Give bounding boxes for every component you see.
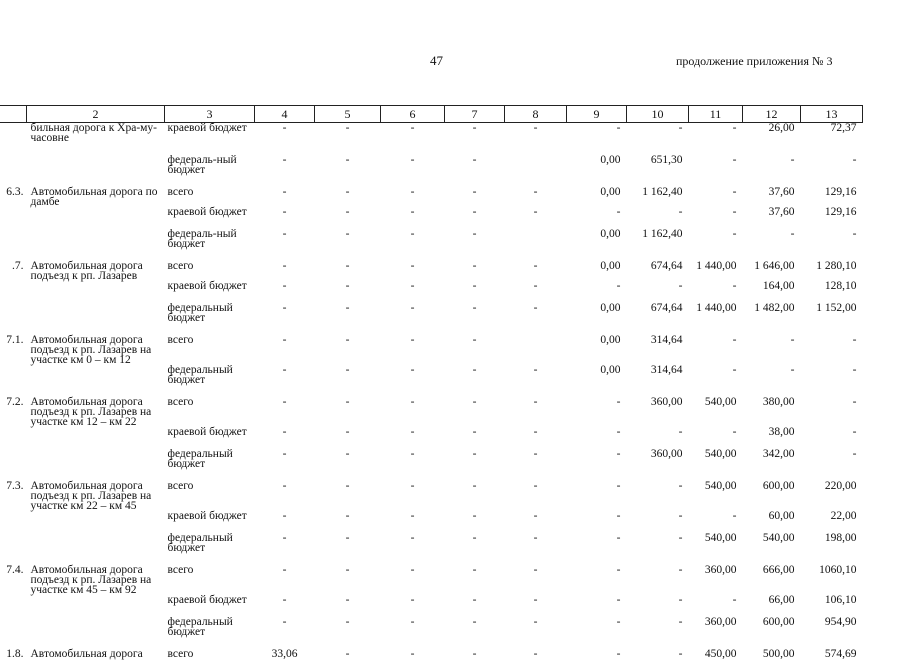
value-cell: 37,60 [743, 207, 801, 229]
value-cell: - [315, 649, 381, 671]
value-cell: - [445, 207, 505, 229]
value-cell: - [255, 449, 315, 481]
value-cell: - [627, 207, 689, 229]
value-cell [505, 335, 567, 365]
table-row [0, 229, 863, 261]
value-cell: - [627, 533, 689, 565]
table-row [0, 533, 863, 565]
funding-source: всего [165, 187, 255, 207]
value-cell: 360,00 [627, 397, 689, 427]
row-code [0, 123, 27, 156]
value-cell: - [743, 229, 801, 261]
value-cell: - [381, 533, 445, 565]
value-cell: 651,30 [627, 155, 689, 187]
value-cell: 500,00 [743, 649, 801, 671]
value-cell: - [381, 427, 445, 449]
value-cell: 1 162,40 [627, 187, 689, 207]
value-cell: 360,00 [689, 617, 743, 649]
value-cell: - [689, 207, 743, 229]
value-cell: - [255, 365, 315, 397]
value-cell: - [445, 155, 505, 187]
value-cell: - [255, 281, 315, 303]
table-row [0, 397, 863, 427]
table-body [0, 123, 863, 671]
object-name [27, 207, 165, 229]
value-cell: 0,00 [567, 187, 627, 207]
value-cell: - [445, 365, 505, 397]
funding-source: краевой бюджет [165, 595, 255, 617]
value-cell: - [255, 533, 315, 565]
value-cell: - [315, 617, 381, 649]
value-cell: - [689, 229, 743, 261]
value-cell: - [627, 281, 689, 303]
value-cell: - [567, 565, 627, 595]
value-cell: 674,64 [627, 303, 689, 335]
value-cell: 342,00 [743, 449, 801, 481]
value-cell: - [255, 229, 315, 261]
funding-source: краевой бюджет [165, 123, 255, 156]
table-row [0, 335, 863, 365]
value-cell: - [627, 123, 689, 156]
value-cell: - [255, 617, 315, 649]
row-code [0, 303, 27, 335]
value-cell: 1 162,40 [627, 229, 689, 261]
value-cell: - [381, 155, 445, 187]
value-cell: - [567, 207, 627, 229]
value-cell: - [505, 595, 567, 617]
object-name [27, 281, 165, 303]
value-cell: - [255, 207, 315, 229]
value-cell: 1 280,10 [801, 261, 863, 281]
value-cell: 26,00 [743, 123, 801, 156]
value-cell: - [315, 281, 381, 303]
value-cell: 198,00 [801, 533, 863, 565]
value-cell: - [381, 261, 445, 281]
value-cell: - [315, 533, 381, 565]
value-cell: - [255, 427, 315, 449]
value-cell: 164,00 [743, 281, 801, 303]
funding-source: краевой бюджет [165, 427, 255, 449]
value-cell: - [315, 187, 381, 207]
value-cell: - [505, 565, 567, 595]
object-name [27, 155, 165, 187]
value-cell: - [801, 335, 863, 365]
table-row [0, 511, 863, 533]
value-cell: - [381, 303, 445, 335]
column-header: 3 [165, 106, 255, 123]
value-cell: - [255, 303, 315, 335]
value-cell: - [315, 303, 381, 335]
value-cell: - [689, 155, 743, 187]
value-cell: 540,00 [689, 449, 743, 481]
object-name: Автомобильная дорога подъезд к рп. Лазарев [27, 261, 165, 281]
value-cell: - [255, 335, 315, 365]
value-cell: 128,10 [801, 281, 863, 303]
column-header: 13 [801, 106, 863, 123]
value-cell: - [567, 511, 627, 533]
value-cell: - [567, 449, 627, 481]
value-cell: - [567, 595, 627, 617]
value-cell: 540,00 [743, 533, 801, 565]
value-cell: 106,10 [801, 595, 863, 617]
value-cell: - [381, 229, 445, 261]
value-cell: - [567, 533, 627, 565]
value-cell: - [445, 187, 505, 207]
value-cell: - [445, 261, 505, 281]
value-cell: - [689, 123, 743, 156]
column-header [0, 106, 27, 123]
value-cell: - [445, 617, 505, 649]
value-cell: 360,00 [689, 565, 743, 595]
funding-source: федераль-ный бюджет [165, 229, 255, 261]
funding-source: краевой бюджет [165, 511, 255, 533]
value-cell: 1 646,00 [743, 261, 801, 281]
object-name [27, 511, 165, 533]
value-cell: - [381, 187, 445, 207]
value-cell: - [627, 481, 689, 511]
table-row [0, 303, 863, 335]
value-cell: - [381, 449, 445, 481]
value-cell: 60,00 [743, 511, 801, 533]
funding-source: всего [165, 335, 255, 365]
value-cell: - [567, 281, 627, 303]
value-cell: - [505, 449, 567, 481]
value-cell: - [801, 449, 863, 481]
value-cell: - [315, 427, 381, 449]
row-code: 7.2. [0, 397, 27, 427]
value-cell: 1 440,00 [689, 261, 743, 281]
value-cell: - [505, 511, 567, 533]
row-code: 7.3. [0, 481, 27, 511]
value-cell: 1 482,00 [743, 303, 801, 335]
table-row [0, 261, 863, 281]
value-cell: - [505, 397, 567, 427]
value-cell: 1 152,00 [801, 303, 863, 335]
value-cell: - [567, 397, 627, 427]
funding-source: федеральный бюджет [165, 533, 255, 565]
value-cell: - [315, 481, 381, 511]
table-row [0, 565, 863, 595]
value-cell: - [445, 123, 505, 156]
value-cell: - [505, 481, 567, 511]
value-cell: - [505, 533, 567, 565]
value-cell: 540,00 [689, 397, 743, 427]
value-cell: - [381, 511, 445, 533]
value-cell: 380,00 [743, 397, 801, 427]
value-cell: 954,90 [801, 617, 863, 649]
value-cell: - [445, 481, 505, 511]
column-header: 9 [567, 106, 627, 123]
value-cell: - [567, 427, 627, 449]
value-cell: 450,00 [689, 649, 743, 671]
value-cell: - [315, 123, 381, 156]
funding-source: всего [165, 649, 255, 671]
value-cell: - [801, 365, 863, 397]
value-cell: - [689, 187, 743, 207]
object-name [27, 365, 165, 397]
value-cell: 0,00 [567, 335, 627, 365]
value-cell: - [627, 617, 689, 649]
value-cell: - [381, 281, 445, 303]
object-name [27, 617, 165, 649]
value-cell: - [381, 481, 445, 511]
value-cell: 666,00 [743, 565, 801, 595]
value-cell: - [505, 617, 567, 649]
funding-source: всего [165, 565, 255, 595]
value-cell: - [505, 365, 567, 397]
value-cell: - [381, 617, 445, 649]
value-cell: - [801, 155, 863, 187]
value-cell: - [381, 397, 445, 427]
value-cell: 22,00 [801, 511, 863, 533]
value-cell: 360,00 [627, 449, 689, 481]
value-cell: 38,00 [743, 427, 801, 449]
object-name [27, 303, 165, 335]
value-cell: - [315, 335, 381, 365]
value-cell: 33,06 [255, 649, 315, 671]
value-cell: - [255, 123, 315, 156]
value-cell: - [315, 155, 381, 187]
value-cell: 314,64 [627, 365, 689, 397]
value-cell: 600,00 [743, 617, 801, 649]
value-cell: - [801, 397, 863, 427]
value-cell: 129,16 [801, 187, 863, 207]
value-cell: - [381, 649, 445, 671]
budget-table [0, 105, 863, 671]
row-code: 7.4. [0, 565, 27, 595]
column-header: 12 [743, 106, 801, 123]
table-row [0, 155, 863, 187]
value-cell: - [505, 207, 567, 229]
value-cell: - [445, 449, 505, 481]
value-cell: 314,64 [627, 335, 689, 365]
table-header-row [0, 106, 863, 123]
value-cell: - [315, 207, 381, 229]
value-cell: - [315, 511, 381, 533]
row-code [0, 449, 27, 481]
value-cell: - [445, 229, 505, 261]
row-code [0, 207, 27, 229]
row-code [0, 511, 27, 533]
value-cell: - [627, 427, 689, 449]
appendix-continuation-label: продолжение приложения № 3 [676, 54, 832, 69]
value-cell: - [689, 335, 743, 365]
value-cell: - [627, 511, 689, 533]
value-cell: - [689, 427, 743, 449]
funding-source: всего [165, 261, 255, 281]
value-cell: 0,00 [567, 229, 627, 261]
value-cell: - [505, 303, 567, 335]
value-cell: - [627, 649, 689, 671]
value-cell: - [743, 335, 801, 365]
object-name [27, 449, 165, 481]
funding-source: федеральный бюджет [165, 449, 255, 481]
object-name [27, 229, 165, 261]
value-cell: - [445, 397, 505, 427]
value-cell: - [381, 565, 445, 595]
value-cell: - [255, 595, 315, 617]
value-cell: 540,00 [689, 481, 743, 511]
table-row [0, 187, 863, 207]
value-cell: - [567, 617, 627, 649]
value-cell: - [567, 649, 627, 671]
table-row [0, 365, 863, 397]
object-name: Автомобильная дорога [27, 649, 165, 671]
table-row [0, 595, 863, 617]
row-code [0, 533, 27, 565]
table-row [0, 449, 863, 481]
row-code [0, 617, 27, 649]
object-name [27, 427, 165, 449]
object-name: Автомобильная дорога по дамбе [27, 187, 165, 207]
column-header: 5 [315, 106, 381, 123]
row-code: 6.3. [0, 187, 27, 207]
value-cell: - [381, 207, 445, 229]
funding-source: всего [165, 481, 255, 511]
value-cell: 540,00 [689, 533, 743, 565]
value-cell: 1060,10 [801, 565, 863, 595]
value-cell: 0,00 [567, 155, 627, 187]
value-cell: - [255, 155, 315, 187]
value-cell: - [255, 481, 315, 511]
value-cell: - [255, 261, 315, 281]
table-row [0, 649, 863, 671]
value-cell: - [505, 427, 567, 449]
value-cell: 574,69 [801, 649, 863, 671]
value-cell: - [445, 595, 505, 617]
column-header: 4 [255, 106, 315, 123]
value-cell: 0,00 [567, 365, 627, 397]
table-row [0, 281, 863, 303]
value-cell: - [315, 397, 381, 427]
column-header: 6 [381, 106, 445, 123]
row-code: .7. [0, 261, 27, 281]
object-name [27, 595, 165, 617]
column-header: 7 [445, 106, 505, 123]
value-cell: - [505, 261, 567, 281]
table-row [0, 617, 863, 649]
row-code [0, 365, 27, 397]
value-cell: 220,00 [801, 481, 863, 511]
column-header: 2 [27, 106, 165, 123]
value-cell: - [315, 595, 381, 617]
value-cell: - [505, 281, 567, 303]
value-cell [505, 229, 567, 261]
value-cell: - [445, 565, 505, 595]
object-name: бильная дорога к Хра-му-часовне [27, 123, 165, 156]
object-name [27, 533, 165, 565]
value-cell: - [315, 229, 381, 261]
funding-source: федеральный бюджет [165, 365, 255, 397]
value-cell: 0,00 [567, 303, 627, 335]
table-row [0, 427, 863, 449]
value-cell: - [315, 565, 381, 595]
value-cell: - [445, 649, 505, 671]
object-name: Автомобильная дорога подъезд к рп. Лазарев на участке км 12 – км 22 [27, 397, 165, 427]
value-cell: - [381, 365, 445, 397]
value-cell: - [445, 511, 505, 533]
table-row [0, 123, 863, 156]
value-cell: - [689, 281, 743, 303]
row-code [0, 281, 27, 303]
value-cell: - [381, 123, 445, 156]
value-cell: - [255, 565, 315, 595]
funding-source: всего [165, 397, 255, 427]
row-code [0, 595, 27, 617]
column-header: 11 [689, 106, 743, 123]
funding-source: федеральный бюджет [165, 303, 255, 335]
value-cell: - [505, 123, 567, 156]
value-cell: - [315, 261, 381, 281]
value-cell: - [445, 281, 505, 303]
value-cell: - [743, 155, 801, 187]
value-cell: - [381, 595, 445, 617]
value-cell: - [627, 595, 689, 617]
value-cell: 66,00 [743, 595, 801, 617]
table-row [0, 481, 863, 511]
value-cell: 37,60 [743, 187, 801, 207]
value-cell: 600,00 [743, 481, 801, 511]
row-code: 7.1. [0, 335, 27, 365]
column-header: 10 [627, 106, 689, 123]
value-cell: - [505, 649, 567, 671]
object-name: Автомобильная дорога подъезд к рп. Лазарев на участке км 45 – км 92 [27, 565, 165, 595]
object-name: Автомобильная дорога подъезд к рп. Лазарев на участке км 22 – км 45 [27, 481, 165, 511]
value-cell: 129,16 [801, 207, 863, 229]
row-code [0, 155, 27, 187]
funding-source: краевой бюджет [165, 281, 255, 303]
value-cell: - [445, 427, 505, 449]
column-header: 8 [505, 106, 567, 123]
value-cell: - [445, 303, 505, 335]
value-cell: - [315, 365, 381, 397]
funding-source: федеральный бюджет [165, 617, 255, 649]
value-cell: - [689, 511, 743, 533]
value-cell: 674,64 [627, 261, 689, 281]
value-cell: - [801, 427, 863, 449]
value-cell: - [689, 365, 743, 397]
object-name: Автомобильная дорога подъезд к рп. Лазарев на участке км 0 – км 12 [27, 335, 165, 365]
value-cell: - [255, 511, 315, 533]
value-cell: - [627, 565, 689, 595]
value-cell: 1 440,00 [689, 303, 743, 335]
table-row [0, 207, 863, 229]
value-cell: - [445, 533, 505, 565]
row-code [0, 229, 27, 261]
value-cell: - [255, 397, 315, 427]
value-cell: 0,00 [567, 261, 627, 281]
value-cell: - [689, 595, 743, 617]
value-cell: - [381, 335, 445, 365]
value-cell: 72,37 [801, 123, 863, 156]
value-cell: - [315, 449, 381, 481]
value-cell: - [255, 187, 315, 207]
value-cell: - [445, 335, 505, 365]
value-cell [505, 155, 567, 187]
page-number: 47 [430, 53, 443, 69]
value-cell: - [567, 123, 627, 156]
value-cell: - [743, 365, 801, 397]
value-cell: - [567, 481, 627, 511]
funding-source: федераль-ный бюджет [165, 155, 255, 187]
row-code [0, 427, 27, 449]
funding-source: краевой бюджет [165, 207, 255, 229]
row-code: 1.8. [0, 649, 27, 671]
value-cell: - [801, 229, 863, 261]
value-cell: - [505, 187, 567, 207]
